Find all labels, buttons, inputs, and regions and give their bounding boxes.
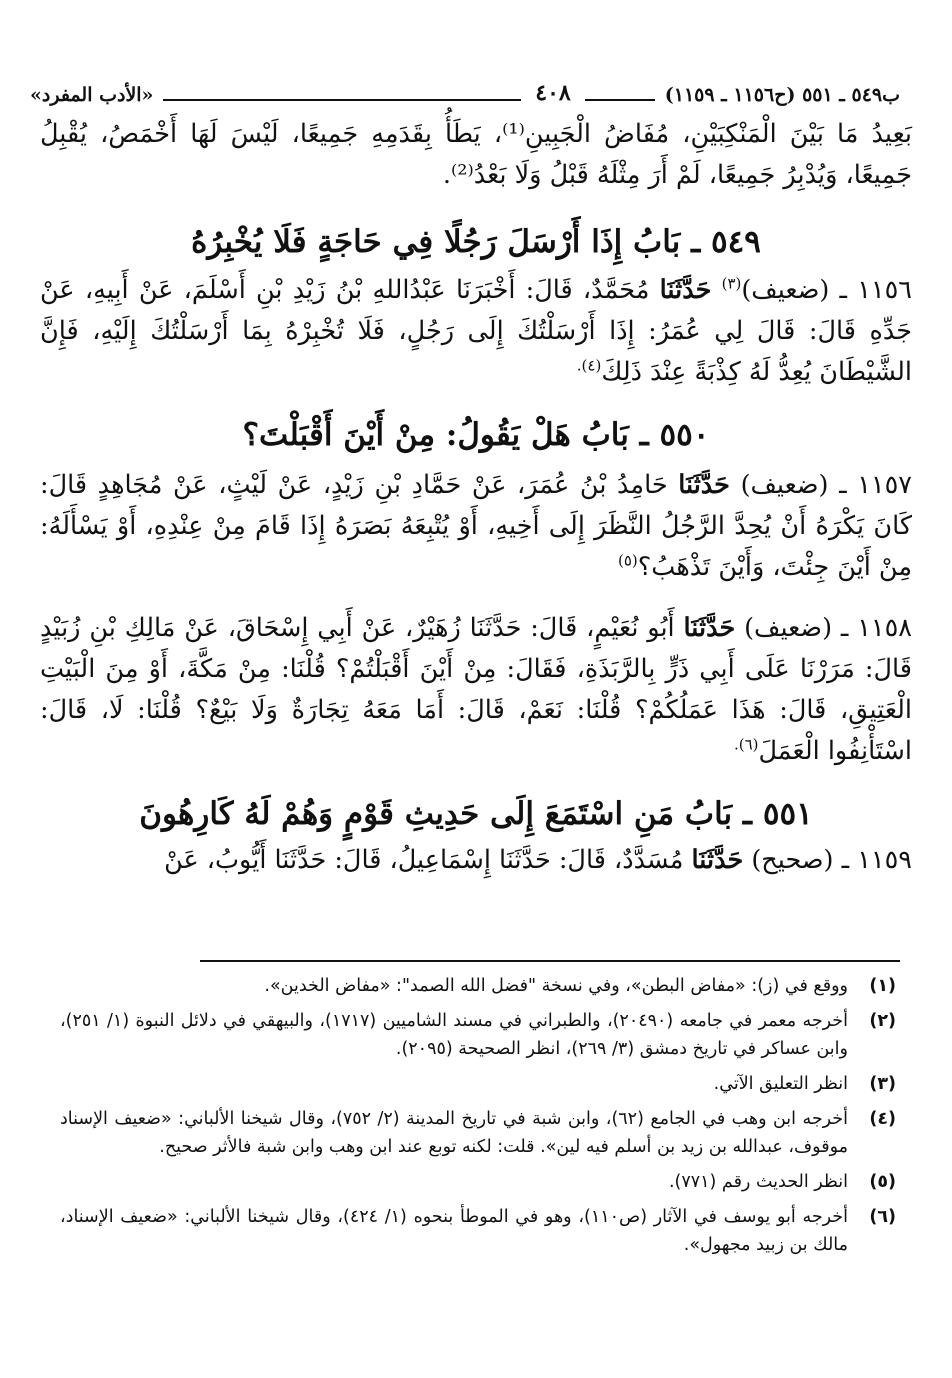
footnote-text: أخرجه ابن وهب في الجامع (٦٢)، وابن شبة في تاريخ المدينة (٢/ ٧٥٢)، وقال شيخنا الألباني: «ضعيف الإسناد موقوف، عبدالله بن زيد بن أسلم فيه لين». قلت: لكنه توبع عند ابن وهب وابن شبة فالأثر صحيح. [60, 1109, 848, 1157]
footnote-number: (١) [869, 976, 896, 996]
book-title: «الأدب المفرد» [30, 84, 154, 106]
header-rule [163, 99, 521, 101]
footnote-text: أخرجه أبو يوسف في الآثار (ص١١٠)، وهو في الموطأ بنحوه (١/ ٤٢٤)، وقال شيخنا الألباني: «ضعيف الإسناد، مالك بن زبيد مجهول». [60, 1207, 848, 1255]
hadith-1159 [40, 840, 912, 881]
footnote-mark: (٦). [733, 735, 759, 754]
footnote-5 [60, 1168, 896, 1196]
footnote-mark: (٤). [576, 356, 602, 375]
footnote-2 [60, 1007, 896, 1063]
footnote-mark: (٥) [617, 551, 638, 570]
hadith-number-grade: ١١٥٩ ـ (صحيح) [751, 845, 912, 875]
header-rule [585, 99, 655, 101]
hadith-text: مُسَدَّدٌ، قَالَ: حَدَّثَنَا إِسْمَاعِيلُ، قَالَ: حَدَّثَنَا أَيُّوبُ، عَنْ [164, 845, 684, 875]
footnote-1 [60, 972, 896, 1000]
continuation-paragraph: بَعِيدُ مَا بَيْنَ الْمَنْكِبَيْنِ، مُفَاضُ الْجَبِينِ⁽¹⁾، يَطَأُ بِقَدَمِهِ جَمِيعًا، لَيْسَ لَهَا أَخْمَصُ، يُقْبِلُ جَمِيعًا، وَيُدْبِرُ جَمِيعًا، لَمْ أَرَ مِثْلَهُ قَبْلُ وَلَا بَعْدُ⁽²⁾. [40, 119, 912, 190]
footnote-number: (٦) [869, 1207, 896, 1227]
running-header [30, 78, 900, 106]
footnote-text: انظر التعليق الآتي. [713, 1074, 848, 1094]
footnote-number: (٢) [869, 1011, 896, 1031]
footnote-text: انظر الحديث رقم (٧٧١). [668, 1172, 848, 1192]
footnote-number: (٣) [869, 1074, 896, 1094]
haddathana-word: حَدَّثَنَا [659, 275, 712, 305]
footnotes [60, 972, 896, 1266]
hadith-1156 [40, 270, 912, 393]
footnote-text: أخرجه معمر في جامعه (٢٠٤٩٠)، والطبراني في مسند الشاميين (١٧١٧)، والبيهقي في دلائل النبوة (١/ ٢٥١)، وابن عساكر في تاريخ دمشق (٣/ ٢٦٩)، انظر الصحيحة (٢٠٩٥). [60, 1011, 848, 1059]
footnote-mark: (٣) [721, 274, 742, 293]
header-range: ب٥٤٩ ـ ٥٥١ (ح١١٥٦ ـ ١١٥٩) [664, 84, 900, 106]
footnote-number: (٥) [869, 1172, 896, 1192]
hadith-number-grade: ١١٥٧ ـ (ضعيف) [740, 470, 912, 500]
chapter-heading-551: ٥٥١ ـ بَابُ مَنِ اسْتَمَعَ إِلَى حَدِيثِ قَوْمٍ وَهُمْ لَهُ كَارِهُونَ [139, 796, 813, 832]
footnote-number: (٤) [869, 1109, 896, 1129]
hadith-1157 [40, 465, 912, 588]
main-text [40, 114, 912, 881]
footnote-divider [200, 960, 900, 962]
haddathana-word: حَدَّثَنَا [691, 845, 744, 875]
chapter-heading-549: ٥٤٩ ـ بَابُ إِذَا أَرْسَلَ رَجُلًا فِي حَاجَةٍ فَلَا يُخْبِرُهُ [191, 224, 761, 260]
hadith-1158 [40, 608, 912, 772]
footnote-text: ووقع في (ز): «مفاض البطن»، وفي نسخة "فضل الله الصمد": «مفاض الخدين». [264, 976, 848, 996]
haddathana-word: حَدَّثَنَا [678, 470, 730, 500]
page-number: ٤٠٨ [535, 80, 571, 106]
hadith-text: أَبُو نُعَيْمٍ، قَالَ: حَدَّثَنَا زُهَيْرٌ، عَنْ أَبِي إِسْحَاقَ، عَنْ مَالِكِ بْنِ زُبَيْدٍ قَالَ: مَرَرْنَا عَلَى أَبِي ذَرٍّ بِالرَّبَذَةِ، فَقَالَ: مِنْ أَيْنَ أَقْبَلْتُمْ؟ قُلْنَا: مِنْ مَكَّةَ، أَوْ مِنَ الْبَيْتِ الْعَتِيقِ، قَالَ: هَذَا عَمَلُكُمْ؟ قُلْنَا: نَعَمْ، قَالَ: أَمَا مَعَهُ تِجَارَةٌ وَلَا بَيْعٌ؟ قُلْنَا: لَا، قَالَ: اسْتَأْنِفُوا الْعَمَلَ [40, 613, 912, 766]
haddathana-word: حَدَّثَنَا [683, 613, 736, 643]
hadith-number-grade: ١١٥٦ ـ (ضعيف) [741, 275, 913, 305]
footnote-3 [60, 1070, 896, 1098]
footnote-6 [60, 1203, 896, 1259]
hadith-text: مُحَمَّدٌ، قَالَ: أَخْبَرَنَا عَبْدُاللهِ بْنُ زَيْدِ بْنِ أَسْلَمَ، عَنْ أَبِيهِ، عَنْ جَدِّهِ قَالَ: قَالَ لِي عُمَرُ: إِذَا أَرْسَلْتُكَ إِلَى رَجُلٍ، فَلَا تُخْبِرْهُ بِمَا أَرْسَلْتُكَ إِلَيْهِ، فَإِنَّ الشَّيْطَانَ يُعِدُّ لَهُ كِذْبَةً عِنْدَ ذَلِكَ [40, 275, 912, 387]
chapter-heading-550: ٥٥٠ ـ بَابُ هَلْ يَقُولُ: مِنْ أَيْنَ أَقْبَلْتَ؟ [242, 417, 710, 453]
hadith-text: حَامِدُ بْنُ عُمَرَ، عَنْ حَمَّادِ بْنِ زَيْدٍ، عَنْ لَيْثٍ، عَنْ مُجَاهِدٍ قَالَ: كَانَ يَكْرَهُ أَنْ يُحِدَّ الرَّجُلُ النَّظَرَ إِلَى أَخِيهِ، أَوْ يُتْبِعَهُ بَصَرَهُ إِذَا قَامَ مِنْ عِنْدِهِ، أَوْ يَسْأَلَهُ: مِنْ أَيْنَ جِئْتَ، وَأَيْنَ تَذْهَبُ؟ [40, 470, 912, 582]
footnote-4 [60, 1105, 896, 1161]
hadith-number-grade: ١١٥٨ ـ (ضعيف) [744, 613, 913, 643]
